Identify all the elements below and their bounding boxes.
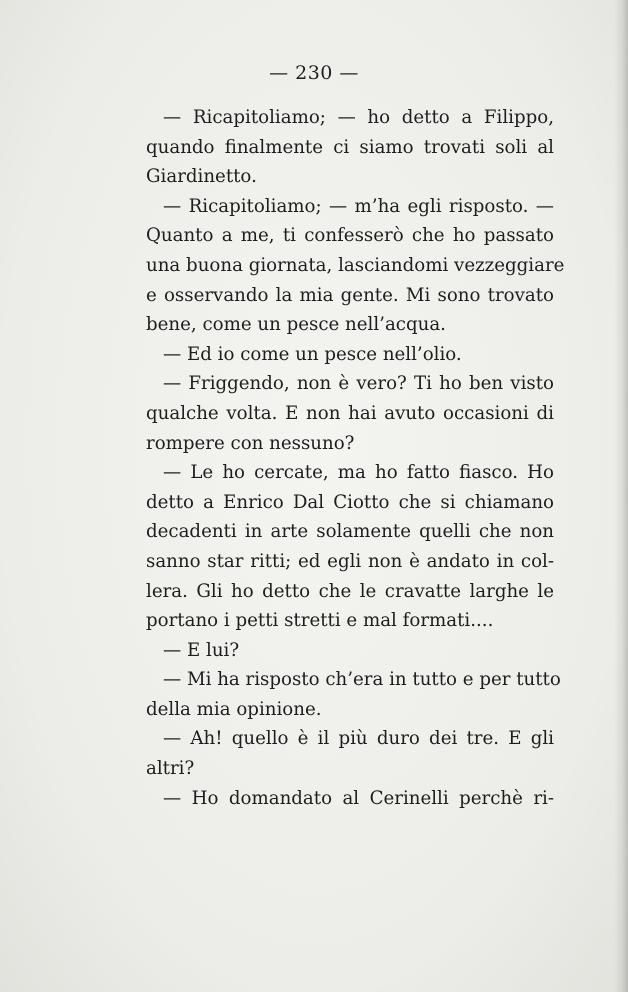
- page-edge-shadow: [614, 0, 628, 992]
- text-line: — Ho domandato al Cerinelli perchè ri-: [163, 787, 554, 809]
- text-line: qualche volta. E non hai avuto occasioni di: [146, 402, 554, 424]
- text-line: — Ricapitoliamo; — m’ha egli risposto. —: [163, 195, 554, 217]
- text-line: decadenti in arte solamente quelli che non: [146, 521, 554, 543]
- text-line: — Ah! quello è il più duro dei tre. E gli: [163, 728, 554, 750]
- text-line: Quanto a me, ti confesserò che ho passato: [146, 225, 554, 247]
- text-line: — Ricapitoliamo; — ho detto a Filippo,: [163, 107, 554, 128]
- text-line: della mia opinione.: [146, 698, 322, 720]
- text-line: detto a Enrico Dal Ciotto che si chiamano: [146, 491, 554, 513]
- text-line: sanno star ritti; ed egli non è andato in col-: [146, 550, 554, 572]
- text-line: Giardinetto.: [146, 166, 257, 188]
- text-line: bene, come un pesce nell’acqua.: [146, 314, 446, 336]
- body-text: [146, 103, 565, 813]
- text-line: quando finalmente ci siamo trovati soli al: [146, 136, 554, 158]
- text-line: — Friggendo, non è vero? Ti ho ben visto: [163, 373, 554, 395]
- text-line: lera. Gli ho detto che le cravatte larghe le: [146, 580, 554, 602]
- page-number: — 230 —: [269, 62, 359, 84]
- text-line: portano i petti stretti e mal formati....: [146, 610, 494, 632]
- text-line: altri?: [146, 758, 195, 780]
- text-line: — E lui?: [163, 639, 240, 661]
- text-line: — Ed io come un pesce nell’olio.: [163, 343, 462, 365]
- text-line: — Mi ha risposto ch’era in tutto e per tutto: [163, 669, 561, 691]
- text-line: rompere con nessuno?: [146, 432, 355, 454]
- text-line: e osservando la mia gente. Mi sono trovato: [146, 284, 554, 306]
- text-line: — Le ho cercate, ma ho fatto fiasco. Ho: [163, 462, 554, 484]
- text-line: una buona giornata, lasciandomi vezzeggiare: [146, 254, 565, 276]
